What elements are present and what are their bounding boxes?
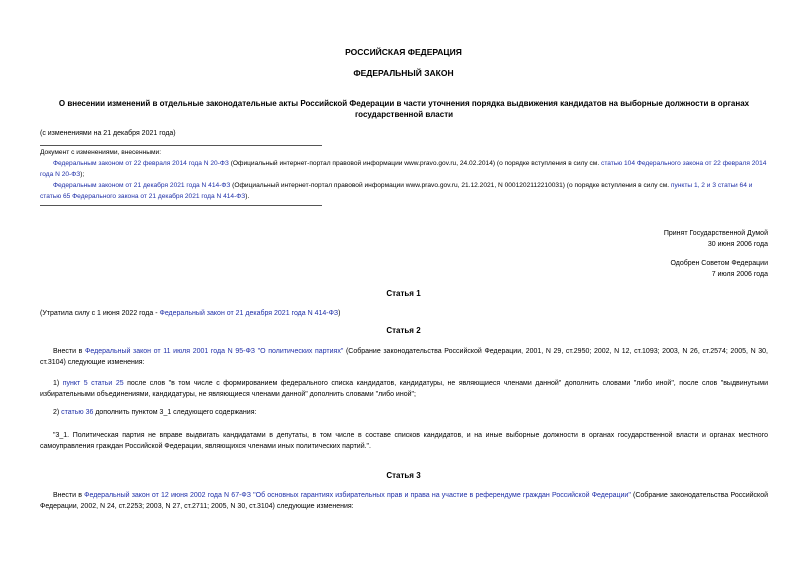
article-3-intro-pre: Внести в [53, 492, 85, 499]
article-3-intro-post: (Собрание законодательства Российской Федерации, 2002, N 24, ст.2253; 2003, N 27, ст.2711; 2005, N 30, ст.3104) следующие изменения: [40, 492, 768, 510]
article-2-quote: "3_1. Политическая партия не вправе выдвигать кандидатами в депутаты, в том числе в составе списков кандидатов, и на иные выборные должности в органах государственной власти и органах местного самоуправления граждан Российской Федерации, являющихся членами иных политических партий.". [40, 432, 768, 450]
changes-intro: Документ с изменениями, внесенными: [40, 149, 162, 156]
point-1-text: после слов "в том числе с формированием федерального списка кандидатов, кандидатуры, не являющиеся членами данной" дополнить словами "либо иной", после слов "выдвинутыми избирательными объединениями, кандидатуры, не являющиеся членами данной" дополнить словами "либо иной"; [40, 380, 769, 398]
change-1-text: (Официальный интернет-портал правовой информации www.pravo.gov.ru, 24.02.2014) (о порядке вступления в силу см. [228, 160, 602, 167]
article-2-intro-link[interactable]: Федеральный закон от 11 июля 2001 года N 95-ФЗ "О политических партиях" [85, 348, 344, 355]
change-2-text: (Официальный интернет-портал правовой информации www.pravo.gov.ru, 21.12.2021, N 0001202112210031) (о порядке вступления в силу см. [230, 182, 671, 189]
point-2-text: дополнить пунктом 3_1 следующего содержания: [93, 409, 257, 416]
change-1-link-2[interactable]: статью 104 Федерального закона от 22 февраля 2014 года N 20-ФЗ [40, 160, 767, 178]
article-3-heading: Статья 3 [386, 471, 421, 480]
change-2-link[interactable]: Федеральным законом от 21 декабря 2021 года N 414-ФЗ [53, 182, 231, 189]
point-2-link[interactable]: статью 36 [61, 409, 94, 416]
point-1-link[interactable]: пункт 5 статьи 25 [62, 380, 124, 387]
country-heading: РОССИЙСКАЯ ФЕДЕРАЦИЯ [345, 47, 462, 57]
article-2-intro [40, 346, 768, 368]
point-2-num: 2) [53, 409, 62, 416]
adoption-duma [664, 228, 768, 250]
article-2-point-2 [40, 407, 768, 418]
change-2-link-2[interactable]: пункты 1, 2 и 3 статьи 64 и статью 65 Федерального закона от 21 декабря 2021 года N 414-ФЗ [40, 182, 753, 200]
changes-top-rule [40, 145, 322, 146]
change-1-link[interactable]: Федеральным законом от 22 февраля 2014 года N 20-ФЗ [53, 160, 229, 167]
article-1-note-post: ) [338, 310, 341, 317]
council-date: 7 июля 2006 года [711, 271, 768, 278]
article-1-heading: Статья 1 [386, 289, 421, 298]
article-1-note-link[interactable]: Федеральный закон от 21 декабря 2021 года N 414-ФЗ [159, 310, 339, 317]
change-item-1 [40, 158, 768, 180]
article-2-intro-post: (Собрание законодательства Российской Федерации, 2001, N 29, ст.2950; 2002, N 12, ст.1093; 2003, N 26, ст.2574; 2005, N 30, ст.3104) следующие изменения: [40, 348, 769, 366]
article-1-note [40, 308, 768, 319]
changes-bottom-rule [40, 205, 322, 206]
doc-type-heading: ФЕДЕРАЛЬНЫЙ ЗАКОН [353, 68, 454, 78]
article-1-note-pre: (Утратила силу с 1 июня 2022 года - [40, 310, 160, 317]
article-3-intro-link[interactable]: Федеральный закон от 12 июня 2002 года N 67-ФЗ "Об основных гарантиях избирательных прав и права на участие в референдуме граждан Российской Федерации" [84, 492, 631, 499]
duma-date: 30 июня 2006 года [707, 241, 768, 248]
change-2-text-2: ). [245, 193, 250, 200]
adoption-council [670, 258, 768, 280]
point-1-num: 1) [53, 380, 63, 387]
edition-note: (с изменениями на 21 декабря 2021 года) [40, 130, 176, 137]
change-item-2 [40, 180, 768, 202]
change-1-text-2: ); [80, 171, 85, 178]
changes-block [40, 147, 768, 202]
article-3-intro [40, 490, 768, 512]
article-2-point-1 [40, 378, 768, 400]
article-2-heading: Статья 2 [386, 326, 421, 335]
duma-label: Принят Государственной Думой [663, 230, 768, 237]
document-title: О внесении изменений в отдельные законодательные акты Российской Федерации в части уточнения порядка выдвижения кандидатов на выборные должности в органах государственной власти [58, 99, 750, 119]
article-2-intro-pre: Внести в [53, 348, 86, 355]
council-label: Одобрен Советом Федерации [670, 260, 768, 267]
